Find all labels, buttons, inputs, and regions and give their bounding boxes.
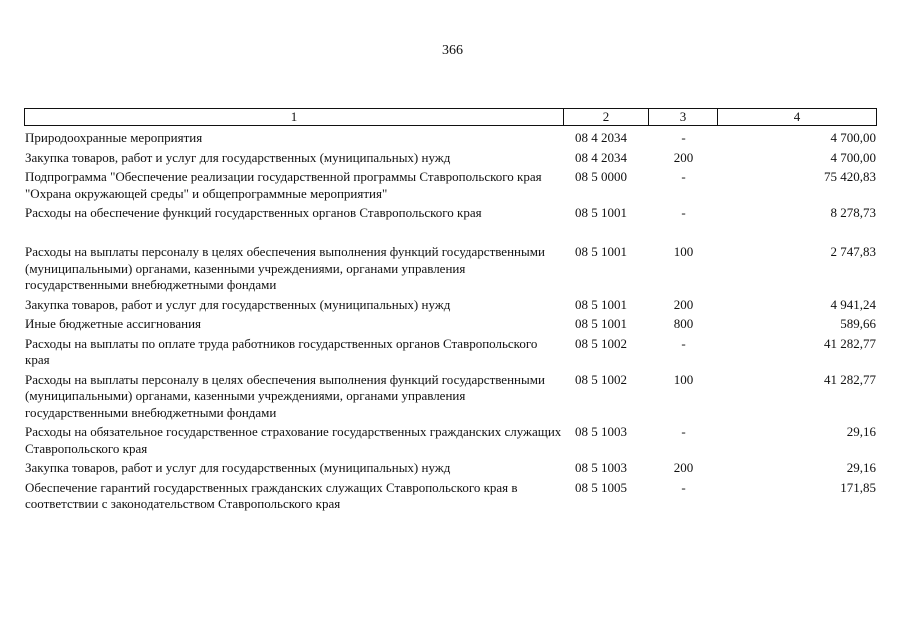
row-name: Расходы на выплаты персоналу в целях обеспечения выполнения функций государственными (муниципальными) органами, казенными учреждениями, органами управления государственными внебюджетными фондами <box>25 244 545 292</box>
row-amount: 29,16 <box>846 424 876 439</box>
table-row <box>24 297 877 314</box>
table-row <box>24 205 877 241</box>
row-code: 08 5 1003 <box>575 460 627 475</box>
row-code: 08 5 1001 <box>575 316 627 331</box>
row-amount: 29,16 <box>846 460 876 475</box>
row-amount: 8 278,73 <box>830 205 876 220</box>
page-number: 366 <box>442 43 463 58</box>
table-row <box>24 372 877 422</box>
header-col-1: 1 <box>25 109 564 125</box>
row-amount: 589,66 <box>840 316 876 331</box>
row-name: Обеспечение гарантий государственных гражданских служащих Ставропольского края в соответствии с законодательством Ставропольского края <box>25 479 518 511</box>
row-amount: 41 282,77 <box>824 335 876 351</box>
row-type: 200 <box>673 149 694 165</box>
row-name: Подпрограмма "Обеспечение реализации государственной программы Ставропольского края "Охрана окружающей среды" и общепрограммные мероприятия" <box>25 169 542 201</box>
row-code: 08 5 0000 <box>575 169 627 184</box>
row-code: 08 4 2034 <box>575 149 627 165</box>
row-type: 800 <box>673 316 694 331</box>
row-name: Расходы на выплаты по оплате труда работников государственных органов Ставропольского края <box>25 335 538 367</box>
row-name: Расходы на обязательное государственное страхование государственных гражданских служащих Ставропольского края <box>25 424 562 456</box>
table-row <box>24 169 877 202</box>
row-name: Закупка товаров, работ и услуг для государственных (муниципальных) нужд <box>25 460 451 475</box>
row-code: 08 5 1003 <box>575 424 627 439</box>
row-type: - <box>681 169 686 184</box>
row-amount: 171,85 <box>840 479 876 495</box>
table-row <box>24 316 877 333</box>
row-name: Иные бюджетные ассигнования <box>25 316 202 331</box>
row-amount: 4 941,24 <box>830 296 876 312</box>
row-code: 08 5 1005 <box>575 479 627 495</box>
table-row <box>24 480 877 513</box>
row-type: - <box>681 479 686 495</box>
budget-table <box>24 108 877 513</box>
row-amount: 75 420,83 <box>824 169 876 184</box>
row-type: - <box>681 205 686 220</box>
row-type: 200 <box>673 296 694 312</box>
row-type: - <box>681 424 686 439</box>
row-type: - <box>681 130 686 145</box>
header-col-4: 4 <box>793 109 801 124</box>
row-code: 08 5 1001 <box>575 296 627 312</box>
header-col-3: 3 <box>649 109 718 125</box>
row-code: 08 5 1002 <box>575 371 627 387</box>
table-row <box>24 336 877 369</box>
row-type: 100 <box>673 244 694 259</box>
row-amount: 41 282,77 <box>824 371 876 387</box>
table-row <box>24 460 877 477</box>
row-name: Закупка товаров, работ и услуг для государственных (муниципальных) нужд <box>25 149 451 165</box>
header-col-2: 2 <box>564 109 649 125</box>
table-row <box>24 130 877 147</box>
row-type: 200 <box>673 460 694 475</box>
row-name: Расходы на выплаты персоналу в целях обеспечения выполнения функций государственными (муниципальными) органами, казенными учреждениями, органами управления государственными внебюджетными фондами <box>25 371 545 420</box>
row-amount: 4 700,00 <box>830 149 876 165</box>
table-header <box>24 108 877 126</box>
row-name: Природоохранные мероприятия <box>25 130 203 145</box>
table-row <box>24 244 877 294</box>
row-type: 100 <box>673 371 694 387</box>
row-name: Закупка товаров, работ и услуг для государственных (муниципальных) нужд <box>25 296 451 312</box>
row-code: 08 4 2034 <box>575 130 627 145</box>
row-name: Расходы на обеспечение функций государственных органов Ставропольского края <box>25 205 482 220</box>
row-type: - <box>681 335 686 351</box>
row-code: 08 5 1002 <box>575 335 627 351</box>
table-row <box>24 424 877 457</box>
row-amount: 2 747,83 <box>830 244 876 259</box>
table-row <box>24 150 877 167</box>
row-code: 08 5 1001 <box>575 244 627 259</box>
row-code: 08 5 1001 <box>575 205 627 220</box>
row-amount: 4 700,00 <box>830 130 876 145</box>
